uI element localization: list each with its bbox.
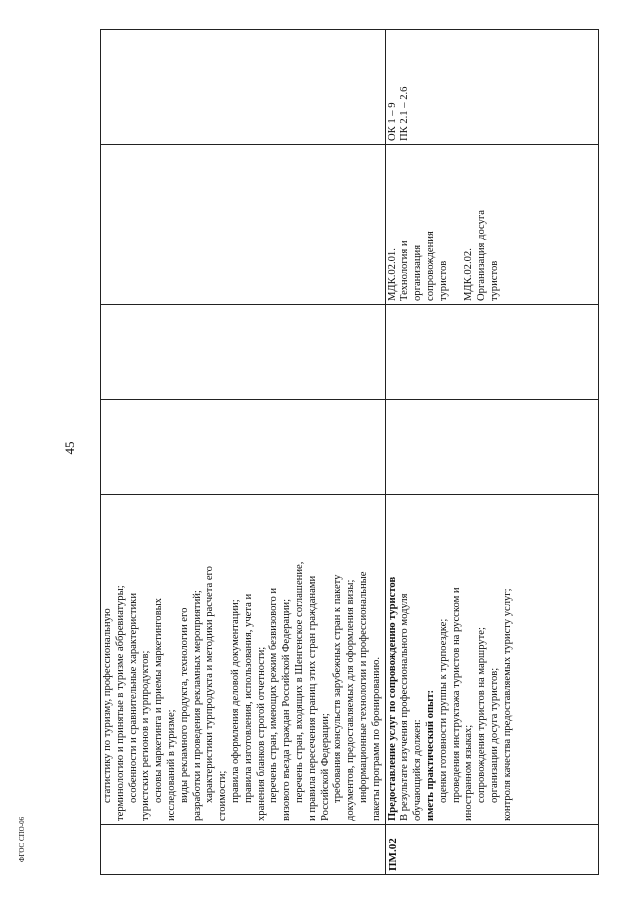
empty-cell xyxy=(385,305,598,400)
requirement-line: основы маркетинга и приемы маркетинговых xyxy=(153,598,165,803)
mdk-cell xyxy=(101,145,386,305)
competencies-cell xyxy=(101,30,386,145)
requirement-line: пакеты программ по бронированию. xyxy=(370,656,382,821)
empty-cell xyxy=(385,400,598,495)
empty-cell xyxy=(101,305,386,400)
mdk-line: организация xyxy=(412,244,424,301)
mdk-line: МДК.02.02. xyxy=(463,248,475,301)
module-code-cell xyxy=(101,825,386,875)
requirement-line: проведения инструктажа туристов на русском и xyxy=(450,587,462,803)
requirements-cell xyxy=(385,495,598,825)
curriculum-table xyxy=(100,29,599,875)
requirement-line: информационные технологии и профессиональные xyxy=(357,571,369,803)
requirement-line: иностранном языках; xyxy=(463,724,475,821)
requirement-line: туристских регионов и турпродуктов; xyxy=(140,650,152,821)
mdk-line: туристов xyxy=(437,260,449,301)
footer-doc-code: ФГОС СПО-06 xyxy=(18,816,26,862)
curriculum-table-sheet xyxy=(100,30,560,875)
requirement-line: особенности и сравнительные характеристики xyxy=(127,593,139,803)
page-number: 45 xyxy=(62,441,77,455)
requirement-line: документов, предоставляемых для оформления визы; xyxy=(345,579,357,821)
requirement-line: обучающийся должен: xyxy=(412,719,424,821)
competency-line: ПК 2.1 – 2.6 xyxy=(399,86,411,141)
requirement-line: В результате изучения профессионального модуля xyxy=(399,593,411,821)
module-code-cell xyxy=(385,825,598,875)
requirement-line: и правила пересечения границ этих стран гражданами xyxy=(306,575,318,821)
mdk-line xyxy=(451,148,464,301)
empty-cell xyxy=(101,400,386,495)
requirement-line: сопровождения туристов на маршруте; xyxy=(476,627,488,803)
requirement-line: перечень стран, имеющих режим безвизового и xyxy=(268,587,280,803)
requirement-line: контроля качества предоставляемых туристу услуг; xyxy=(501,588,513,821)
competencies-cell xyxy=(385,30,598,145)
module-title: Предоставление услуг по сопровождению туристов xyxy=(386,576,398,821)
requirement-line: Российской Федерации; xyxy=(319,713,331,821)
requirement-line: правила оформления деловой документации; xyxy=(229,599,241,803)
mdk-line: Организация досуга xyxy=(476,210,488,301)
requirement-line: оценки готовности группы к турпоездке; xyxy=(437,618,449,803)
mdk-line: МДК.02.01. xyxy=(386,248,398,301)
requirement-line: виды рекламного продукта, технологии его xyxy=(178,607,190,803)
practical-experience-heading: иметь практический опыт: xyxy=(424,689,436,821)
mdk-cell xyxy=(385,145,598,305)
table-row xyxy=(101,30,386,875)
table-row xyxy=(385,30,598,875)
requirement-line: перечень стран, входящих в Шенгенское соглашение, xyxy=(293,561,305,803)
requirement-line: разработки и проведения рекламных мероприятий; xyxy=(191,590,203,821)
mdk-line: Технология и xyxy=(399,240,411,301)
mdk-line: сопровождения xyxy=(424,231,436,301)
requirement-line: хранения бланков строгой отчетности; xyxy=(255,646,267,821)
requirements-cell xyxy=(101,495,386,825)
requirement-line: организации досуга туристов; xyxy=(488,667,500,803)
requirement-line: терминологию и принятые в туризме аббревиатуры; xyxy=(114,585,126,821)
requirement-line: характеристики турпродукта и методики расчета его xyxy=(204,566,216,803)
requirement-line: правила изготовления, использования, учета и xyxy=(242,593,254,803)
mdk-line: туристов xyxy=(488,260,500,301)
competency-line: ОК 1 – 9 xyxy=(386,102,398,141)
requirement-line: исследований в туризме; xyxy=(165,709,177,821)
requirement-line: требования консульств зарубежных стран к пакету xyxy=(332,574,344,803)
requirement-line: статистику по туризму, профессиональную xyxy=(102,608,113,803)
requirement-line: визового въезда граждан Российской Федерации; xyxy=(281,598,293,821)
module-code: ПМ.02 xyxy=(386,838,399,871)
requirement-line: стоимости; xyxy=(217,770,229,821)
